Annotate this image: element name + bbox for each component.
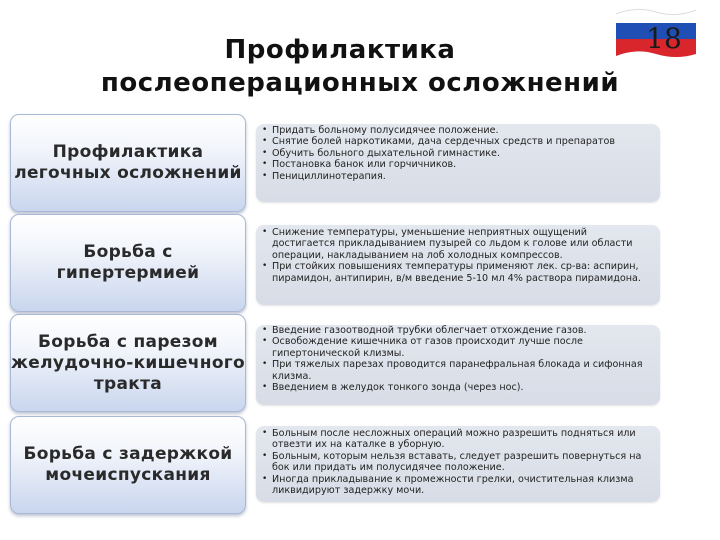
section-4-heading: Борьба с задержкой мочеиспускания xyxy=(23,444,233,485)
section-2-list xyxy=(262,227,646,284)
list-item: • Придать больному полусидячее положение. xyxy=(262,125,646,136)
list-item: • Введение газоотводной трубки облегчает отхождение газов. xyxy=(262,325,646,336)
list-item: • Снижение температуры, уменьшение неприятных ощущений достигается прикладыванием пузырей со льдом к голове или области операции, накладыванием на лоб холодных компрессов. xyxy=(262,227,646,261)
list-item: • Пенициллинотерапия. xyxy=(262,171,646,182)
list-item: • Обучить больного дыхательной гимнастике. xyxy=(262,148,646,159)
section-3-heading-box xyxy=(10,314,246,412)
list-item: • Постановка банок или горчичников. xyxy=(262,159,646,170)
section-4-heading-box xyxy=(10,416,246,514)
slide-title-line-2: послеоперационных осложнений xyxy=(100,68,620,98)
section-1-heading-box xyxy=(10,114,246,212)
section-2-heading: Борьба с гипертермией xyxy=(56,242,200,283)
list-item: • Снятие болей наркотиками, дача сердечных средств и препаратов xyxy=(262,136,646,147)
section-1-heading: Профилактика легочных осложнений xyxy=(14,142,242,183)
section-3-list xyxy=(262,325,646,393)
list-item: • Освобождение кишечника от газов происходит лучше после гипертонической клизмы. xyxy=(262,336,646,359)
list-item: • При тяжелых парезах проводится паранефральная блокада и сифонная клизма. xyxy=(262,359,646,382)
section-2-heading-box xyxy=(10,214,246,312)
list-item: • Больным после несложных операций можно разрешить подняться или отвезти их на каталке в уборную. xyxy=(262,428,646,451)
list-item: • При стойких повышениях температуры применяют лек. ср-ва: аспирин, пирамидон, антипирин, в/м введение 5-10 мл 4% раствора пирамидона. xyxy=(262,261,646,284)
slide-number: 18 xyxy=(646,22,682,55)
section-4-list xyxy=(262,428,646,496)
section-1-list xyxy=(262,125,646,182)
slide-title-line-1: Профилактика xyxy=(224,35,456,65)
list-item: • Больным, которым нельзя вставать, следует разрешить повернуться на бок или придать им полусидячее положение. xyxy=(262,451,646,474)
list-item: • Иногда прикладывание к промежности грелки, очистительная клизма ликвидируют задержку мочи. xyxy=(262,474,646,497)
list-item: • Введением в желудок тонкого зонда (через нос). xyxy=(262,382,646,393)
section-3-heading: Борьба с парезом желудочно-кишечного тракта xyxy=(11,331,245,394)
